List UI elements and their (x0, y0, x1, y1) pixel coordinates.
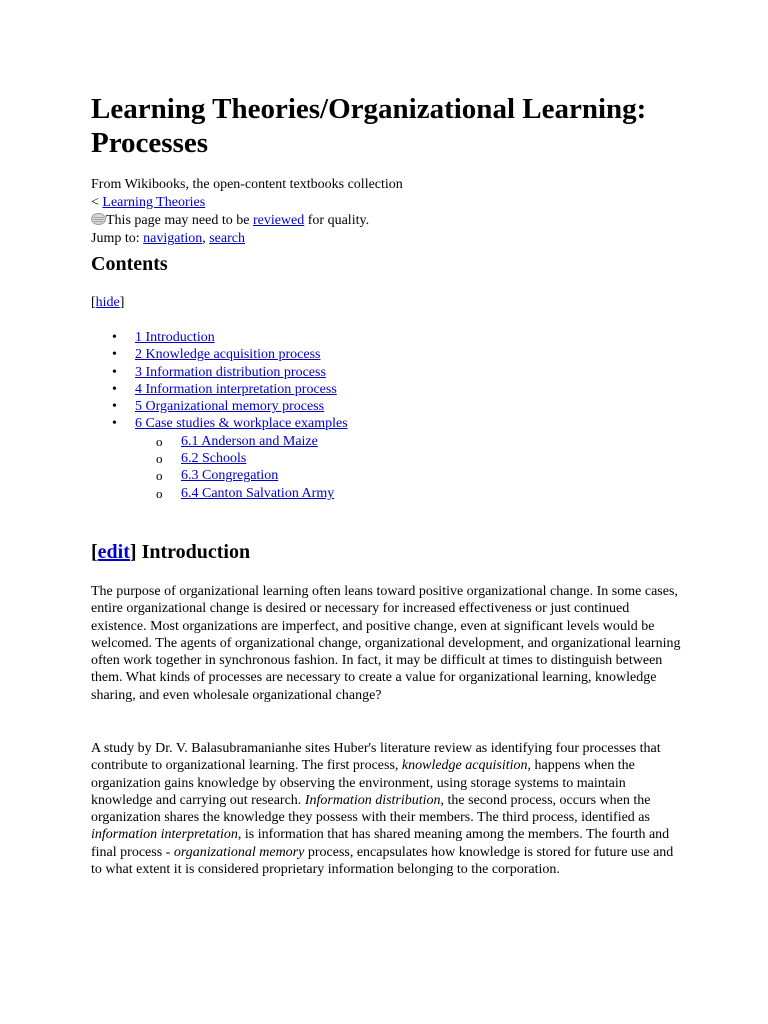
jump-to-separator: , (202, 231, 210, 246)
introduction-paragraph-1: The purpose of organizational learning often leans toward positive organizational change. In some cases, entire organizational change is desired or necessary for increased effectiveness or just continued existence. Most organizations are imperfect, and positive change, even at significant levels would be welcomed. The agents of organizational change, organizational development, and organizational learning often work together in synchronous fashion. In fact, it may be difficult at times to distinguish between them. What kinds of processes are necessary to create a value for organizational learning, knowledge sharing, and even wholesale organizational change? (91, 584, 681, 703)
from-line: From Wikibooks, the open-content textbooks collection (91, 177, 403, 192)
review-notice-text-before: This page may need to be (106, 213, 253, 228)
page-meta (91, 176, 403, 248)
emphasis-information-distribution: Information distribution (304, 792, 441, 808)
paragraph-text: , happens when the organization gains knowledge by observing the environment, using storage systems to maintain knowledge and carrying out research. (91, 758, 635, 808)
review-icon (91, 213, 106, 225)
toc-link-anderson-and-maize[interactable]: 6.1 Anderson and Maize (181, 433, 318, 449)
toc-item (91, 364, 348, 381)
toc-link-knowledge-acquisition[interactable]: 2 Knowledge acquisition process (135, 347, 321, 363)
toc-item (91, 381, 348, 398)
review-notice-text-after: for quality. (304, 213, 370, 228)
emphasis-information-interpretation: information interpretation (91, 827, 238, 843)
sub-bullet: o (156, 485, 163, 501)
table-of-contents (91, 329, 348, 502)
emphasis-organizational-memory: organizational memory (173, 844, 305, 860)
toc-link-congregation[interactable]: 6.3 Congregation (181, 468, 279, 484)
toc-link-introduction[interactable]: 1 Introduction (135, 330, 215, 345)
toc-item (91, 398, 348, 415)
jump-to-search-link[interactable]: search (209, 231, 245, 246)
paragraph-text: , the second process, occurs when the organization shares the knowledge they possess with their members. The third process, identified as (91, 792, 651, 826)
toc-subitem (135, 450, 348, 467)
contents-heading: Contents (91, 253, 168, 275)
toc-link-schools[interactable]: 6.2 Schools (181, 451, 247, 467)
breadcrumb-link-learning-theories[interactable]: Learning Theories (102, 195, 206, 210)
breadcrumb (91, 194, 403, 212)
introduction-heading (91, 540, 250, 564)
toc-sublist (135, 433, 348, 502)
reviewed-link[interactable]: reviewed (252, 213, 305, 228)
toc-subitem (135, 467, 348, 484)
edit-link[interactable]: edit (97, 541, 130, 563)
toc-item (91, 329, 348, 346)
edit-close-bracket: ] (129, 541, 137, 563)
bullet: • (112, 416, 117, 432)
emphasis-knowledge-acquisition: knowledge acquisition (401, 758, 528, 774)
toc-item (91, 415, 348, 501)
bullet: • (112, 399, 117, 415)
jump-to-navigation-link[interactable]: navigation (143, 231, 203, 246)
sub-bullet: o (156, 468, 163, 484)
toc-item (91, 346, 348, 363)
page-title: Learning Theories/Organizational Learning: Processes (91, 93, 647, 159)
review-notice (91, 212, 403, 230)
jump-to (91, 230, 403, 248)
toc-subitem (135, 485, 348, 502)
bullet: • (112, 381, 117, 397)
bullet: • (112, 364, 117, 380)
introduction-heading-text: Introduction (136, 541, 251, 563)
jump-to-label: Jump to: (91, 231, 144, 246)
edit-open-bracket: [ (91, 541, 98, 563)
toc-subitem (135, 433, 348, 450)
introduction-paragraph-2 (91, 740, 687, 878)
toc-link-organizational-memory[interactable]: 5 Organizational memory process (135, 399, 325, 415)
breadcrumb-prefix: < (91, 195, 103, 210)
toc-toggle-open-bracket: [ (91, 295, 96, 310)
toc-toggle (91, 294, 124, 312)
toc-link-information-interpretation[interactable]: 4 Information interpretation process (135, 381, 337, 397)
bullet: • (112, 330, 117, 345)
toc-link-case-studies[interactable]: 6 Case studies & workplace examples (135, 416, 348, 432)
paragraph-text: process, encapsulates how knowledge is stored for future use and to what extent it is considered proprietary information belonging to the corporation. (91, 844, 674, 878)
toc-link-information-distribution[interactable]: 3 Information distribution process (135, 364, 326, 380)
toc-hide-link[interactable]: hide (95, 295, 120, 310)
paragraph-text: , is information that has shared meaning among the members. The fourth and final process - (91, 827, 670, 860)
sub-bullet: o (156, 433, 163, 449)
sub-bullet: o (156, 451, 163, 467)
toc-link-canton-salvation-army[interactable]: 6.4 Canton Salvation Army (181, 485, 335, 501)
paragraph-text: A study by Dr. V. Balasubramanianhe sites Huber's literature review as identifying four processes that contribute to organizational learning. The first process, (91, 741, 661, 774)
bullet: • (112, 347, 117, 363)
toc-toggle-close-bracket: ] (119, 295, 125, 310)
